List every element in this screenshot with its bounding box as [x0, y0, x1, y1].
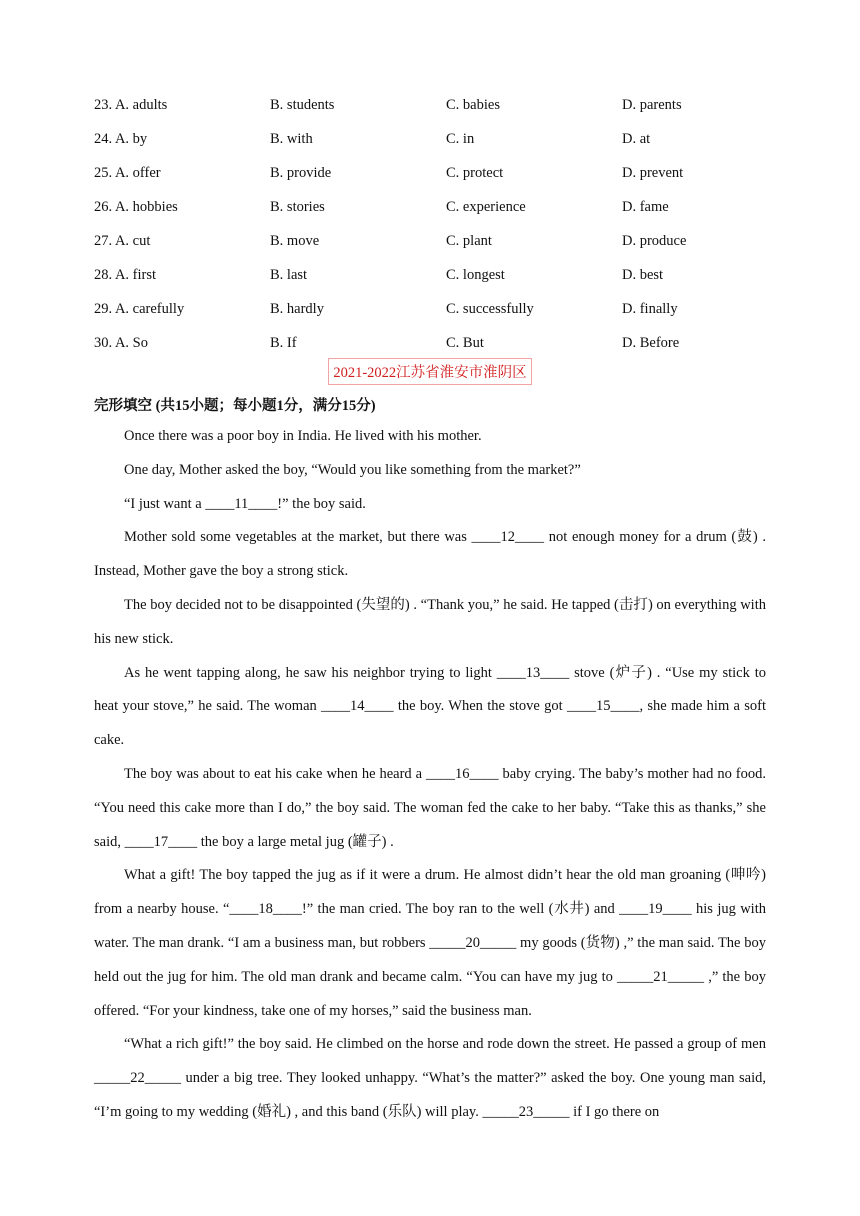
option-row: [94, 292, 794, 326]
option-cell: D. fame: [622, 198, 669, 215]
option-cell: B. last: [270, 266, 308, 283]
option-cell: D. at: [622, 130, 651, 147]
option-row: [94, 190, 794, 224]
option-cell: 24. A. by: [94, 130, 148, 147]
option-row: [94, 224, 794, 258]
passage: [94, 420, 766, 1130]
passage-paragraph: The boy decided not to be disappointed (失望的) . “Thank you,” he said. He tapped (击打) on everything with his new stick.: [94, 596, 766, 647]
option-cell: 30. A. So: [94, 334, 148, 351]
option-row: [94, 88, 794, 122]
option-cell: D. finally: [622, 300, 678, 317]
option-row: [94, 122, 794, 156]
option-cell: 25. A. offer: [94, 164, 161, 181]
option-cell: B. stories: [270, 198, 325, 215]
option-cell: B. move: [270, 232, 320, 249]
option-cell: C. successfully: [446, 300, 534, 317]
option-cell: B. with: [270, 130, 313, 147]
option-cell: C. babies: [446, 96, 500, 113]
option-cell: D. Before: [622, 334, 680, 351]
passage-paragraph: What a gift! The boy tapped the jug as if it were a drum. He almost didn’t hear the old man groaning (呻吟) from a nearby house. “____18____!” the man cried. The boy ran to the well (水井) and ____19____ his jug with water. The man drank. “I am a business man, but robbers _____20_____ my goods (货物) ,” the man said. The boy held out the jug for him. The old man drank and became calm. “You can have my jug to _____21_____ ,” the boy offered. “For your kindness, take one of my horses,” said the business man.: [94, 867, 766, 1019]
option-cell: C. But: [446, 334, 484, 351]
option-cell: C. plant: [446, 232, 492, 249]
option-cell: B. If: [270, 334, 297, 351]
passage-paragraph: The boy was about to eat his cake when he heard a ____16____ baby crying. The baby’s mother had no food. “You need this cake more than I do,” the boy said. The woman fed the cake to her baby. “Take this as thanks,” she said, ____17____ the boy a large metal jug (罐子) .: [94, 765, 766, 850]
passage-paragraph: Once there was a poor boy in India. He lived with his mother.: [124, 428, 482, 444]
passage-paragraph: One day, Mother asked the boy, “Would you like something from the market?”: [124, 461, 581, 478]
option-cell: 28. A. first: [94, 266, 157, 283]
option-cell: D. produce: [622, 232, 687, 249]
option-cell: 29. A. carefully: [94, 300, 185, 317]
option-cell: 27. A. cut: [94, 232, 151, 249]
passage-paragraph: “What a rich gift!” the boy said. He climbed on the horse and rode down the street. He passed a group of men _____22_____ under a big tree. They looked unhappy. “What’s the matter?” asked the boy. One young man said, “I’m going to my wedding (婚礼) , and this band (乐队) will play. _____23_____ if I go there on: [94, 1036, 766, 1120]
option-cell: C. protect: [446, 164, 504, 181]
passage-paragraph: Mother sold some vegetables at the market, but there was ____12____ not enough money for a drum (鼓) . Instead, Mother gave the boy a strong stick.: [94, 529, 766, 580]
section-heading: 完形填空 (共15小题；每小题1分，满分15分): [94, 398, 376, 414]
option-cell: C. experience: [446, 198, 526, 215]
passage-paragraph: As he went tapping along, he saw his neighbor trying to light ____13____ stove (炉子) . “Use my stick to heat your stove,” he said. The woman ____14____ the boy. When the stove got ____15____, she made him a soft cake.: [94, 664, 766, 749]
option-row: [94, 156, 794, 190]
option-cell: C. longest: [446, 266, 505, 283]
option-cell: 26. A. hobbies: [94, 198, 178, 215]
option-row: [94, 326, 794, 360]
passage-paragraph: “I just want a ____11____!” the boy said.: [124, 495, 366, 512]
option-cell: D. parents: [622, 96, 682, 113]
option-cell: B. hardly: [270, 300, 324, 317]
source-label-text: 2021-2022江苏省淮安市淮阴区: [328, 358, 531, 385]
option-cell: B. provide: [270, 164, 332, 181]
option-cell: C. in: [446, 130, 475, 147]
option-cell: D. best: [622, 266, 664, 283]
option-cell: D. prevent: [622, 164, 684, 181]
source-label: [0, 358, 860, 385]
option-row: [94, 258, 794, 292]
options-table: [94, 88, 794, 360]
option-cell: 23. A. adults: [94, 96, 168, 113]
option-cell: B. students: [270, 96, 335, 113]
